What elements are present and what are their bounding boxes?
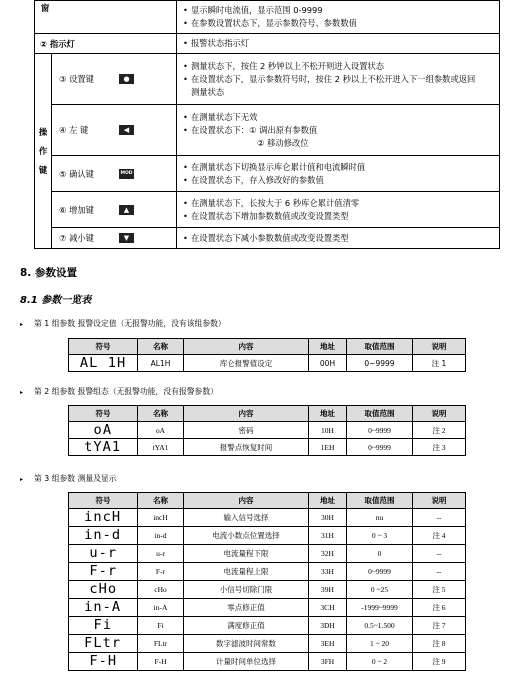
col-header: 内容 [184, 493, 309, 509]
param-note: 注 8 [413, 635, 466, 653]
param-content: 报警点恢复时间 [184, 439, 309, 456]
param-range: -1999~9999 [347, 599, 413, 617]
param-note: 注 6 [413, 599, 466, 617]
param-content: 满度修正值 [184, 617, 309, 635]
col-header: 符号 [69, 493, 138, 509]
increase-key-label: ⑥ 增加键 [59, 204, 94, 215]
param-range: 1 ~ 20 [347, 635, 413, 653]
increase-key-desc [177, 192, 500, 228]
table-row [69, 422, 466, 439]
col-header: 说明 [413, 339, 466, 355]
param-name: F-H [138, 653, 184, 671]
param-name: cHo [138, 581, 184, 599]
param-range: 0 ~25 [347, 581, 413, 599]
table-row [69, 527, 466, 545]
desc-line: • 在设置状态下减小参数数值或改变设置类型 [183, 232, 499, 245]
param-note: 注 5 [413, 581, 466, 599]
param-range: 0~9999 [347, 422, 413, 439]
param-note: 注 7 [413, 617, 466, 635]
bullet-arrow-icon: ▸ [20, 321, 24, 328]
group-3-title [20, 473, 117, 484]
col-header: 名称 [138, 406, 184, 422]
col-header: 取值范围 [347, 339, 413, 355]
table-row [69, 617, 466, 635]
col-header: 取值范围 [347, 493, 413, 509]
param-content: 计量时间单位选择 [184, 653, 309, 671]
param-table-1 [68, 338, 466, 372]
group-title-text: 第 1 组参数 报警设定值（无报警功能，没有该组参数） [34, 319, 226, 328]
segment-symbol: F-r [89, 564, 117, 579]
increase-key-cell [52, 192, 177, 228]
col-header: 名称 [138, 339, 184, 355]
param-address: 39H [309, 581, 347, 599]
param-note: -- [413, 509, 466, 527]
key-function-table [34, 0, 500, 249]
segment-symbol: F-H [89, 654, 117, 669]
confirm-key-label: ⑤ 确认键 [59, 168, 94, 179]
group-2-title [20, 386, 218, 397]
param-range: nu [347, 509, 413, 527]
desc-line: • 在测量状态下切换显示库仑累计值和电流瞬时值 [183, 161, 499, 174]
bullet-arrow-icon: ▸ [20, 476, 24, 483]
param-name: Fi [138, 617, 184, 635]
left-key-label: ④ 左 键 [59, 125, 89, 135]
desc-line: • 测量状态下，按住 2 秒钟以上不松开则进入设置状态 [183, 60, 499, 73]
param-name: oA [138, 422, 184, 439]
param-range: 0 ~ 2 [347, 653, 413, 671]
segment-symbol: u-r [89, 546, 117, 561]
segment-symbol: Fi [93, 618, 113, 633]
param-name: FLtr [138, 635, 184, 653]
desc-line: • 在测量状态下，长按大于 6 秒库仑累计值清零 [183, 197, 499, 210]
window-desc-line: • 显示瞬时电流值，显示范围 0-9999 [183, 4, 499, 17]
param-name: AL1H [138, 355, 184, 372]
param-name: u-r [138, 545, 184, 563]
table-row [69, 653, 466, 671]
group-title-text: 第 2 组参数 报警组态（无报警功能，没有报警参数） [34, 387, 218, 396]
set-key-label: ③ 设置键 [59, 74, 94, 84]
confirm-key-cell [52, 156, 177, 192]
param-address: 3DH [309, 617, 347, 635]
indicator-desc-text: • 报警状态指示灯 [183, 37, 499, 50]
set-key-cell [52, 54, 177, 105]
param-address: 3EH [309, 635, 347, 653]
param-name: in-d [138, 527, 184, 545]
up-arrow-icon: ▲ [119, 205, 134, 215]
param-content: 电流量程上限 [184, 563, 309, 581]
param-note: 注 9 [413, 653, 466, 671]
confirm-key-desc [177, 156, 500, 192]
param-note: -- [413, 563, 466, 581]
left-arrow-icon: ◀ [119, 125, 134, 135]
table-row [69, 509, 466, 527]
desc-line: • 在测量状态下无效 [183, 111, 499, 124]
param-range: 0 [347, 545, 413, 563]
segment-symbol: AL 1H [79, 355, 127, 371]
col-header: 地址 [309, 406, 347, 422]
mod-key-icon: MOD [119, 169, 134, 179]
desc-line: • 在设置状态下：① 调出原有参数值 [183, 124, 499, 137]
table-row [69, 635, 466, 653]
param-content: 密码 [184, 422, 309, 439]
param-content: 电流量程下限 [184, 545, 309, 563]
param-name: tYA1 [138, 439, 184, 456]
param-note: -- [413, 545, 466, 563]
param-note: 注 2 [413, 422, 466, 439]
col-header: 名称 [138, 493, 184, 509]
col-header: 符号 [69, 339, 138, 355]
section-title: 8. 参数设置 [20, 267, 77, 279]
segment-symbol: oA [93, 422, 113, 438]
param-address: 1EH [309, 439, 347, 456]
indicator-desc [177, 34, 500, 54]
param-content: 小信号切除门限 [184, 581, 309, 599]
down-arrow-icon: ▼ [119, 233, 134, 243]
set-key-icon: ● [119, 74, 134, 84]
col-header: 内容 [184, 406, 309, 422]
col-header: 内容 [184, 339, 309, 355]
param-address: 33H [309, 563, 347, 581]
param-table-2 [68, 405, 466, 456]
group-1-title [20, 318, 226, 329]
group-char: 作 [38, 145, 48, 156]
subsection-title: 8.1 参数一览表 [20, 295, 92, 306]
param-address: 3FH [309, 653, 347, 671]
operation-keys-label [35, 54, 52, 249]
desc-line: • 在设置状态下，显示参数符号时，按住 2 秒以上不松开进入下一组参数或返回 [183, 73, 499, 86]
decrease-key-cell [52, 228, 177, 249]
indicator-label: ② 指示灯 [35, 34, 177, 54]
table-row [69, 439, 466, 456]
desc-line: 测量状态 [191, 86, 225, 97]
param-content: 库仑报警值设定 [184, 355, 309, 372]
desc-line: • 在设置状态下，存入修改好的参数值 [183, 174, 499, 187]
desc-line: • 在设置状态下增加参数数值或改变设置类型 [183, 210, 499, 223]
param-range: 0.5~1.500 [347, 617, 413, 635]
param-table-3 [68, 492, 466, 671]
param-range: 0~9999 [347, 563, 413, 581]
param-address: 10H [309, 422, 347, 439]
param-note: 注 4 [413, 527, 466, 545]
table-row [69, 545, 466, 563]
segment-symbol: cHo [89, 582, 117, 597]
param-address: 32H [309, 545, 347, 563]
col-header: 取值范围 [347, 406, 413, 422]
param-note: 注 3 [413, 439, 466, 456]
col-header: 说明 [413, 406, 466, 422]
bullet-arrow-icon: ▸ [20, 389, 24, 396]
param-content: 输入信号选择 [184, 509, 309, 527]
param-content: 数字滤波时间常数 [184, 635, 309, 653]
table-row [69, 563, 466, 581]
param-address: 30H [309, 509, 347, 527]
group-title-text: 第 3 组参数 测量及显示 [34, 474, 117, 483]
param-name: in-A [138, 599, 184, 617]
window-desc [177, 1, 500, 34]
param-range: 0 ~ 3 [347, 527, 413, 545]
left-key-cell [52, 105, 177, 156]
param-address: 3CH [309, 599, 347, 617]
param-content: 电流小数点位置选择 [184, 527, 309, 545]
table-row [69, 599, 466, 617]
table-row [69, 355, 466, 372]
param-range: 0~9999 [347, 439, 413, 456]
decrease-key-desc [177, 228, 500, 249]
segment-symbol: tYA1 [84, 439, 122, 455]
param-address: 00H [309, 355, 347, 372]
segment-symbol: FLtr [84, 636, 122, 651]
col-header: 地址 [309, 339, 347, 355]
group-char: 键 [38, 164, 48, 175]
window-desc-line: • 在参数设置状态下，显示参数符号、参数数值 [183, 17, 499, 30]
desc-line: ② 移动修改位 [257, 137, 309, 148]
left-key-desc [177, 105, 500, 156]
col-header: 说明 [413, 493, 466, 509]
param-content: 零点修正值 [184, 599, 309, 617]
col-header: 符号 [69, 406, 138, 422]
set-key-desc [177, 54, 500, 105]
col-header: 地址 [309, 493, 347, 509]
segment-symbol: in-d [84, 528, 122, 543]
group-char: 操 [38, 126, 48, 137]
param-range: 0~9999 [347, 355, 413, 372]
param-name: incH [138, 509, 184, 527]
window-label: 窗 [35, 1, 177, 34]
decrease-key-label: ⑦ 减小键 [59, 233, 94, 243]
segment-symbol: in-A [84, 600, 122, 615]
segment-symbol: incH [84, 510, 122, 525]
param-note: 注 1 [413, 355, 466, 372]
table-row [69, 581, 466, 599]
param-address: 31H [309, 527, 347, 545]
param-name: F-r [138, 563, 184, 581]
